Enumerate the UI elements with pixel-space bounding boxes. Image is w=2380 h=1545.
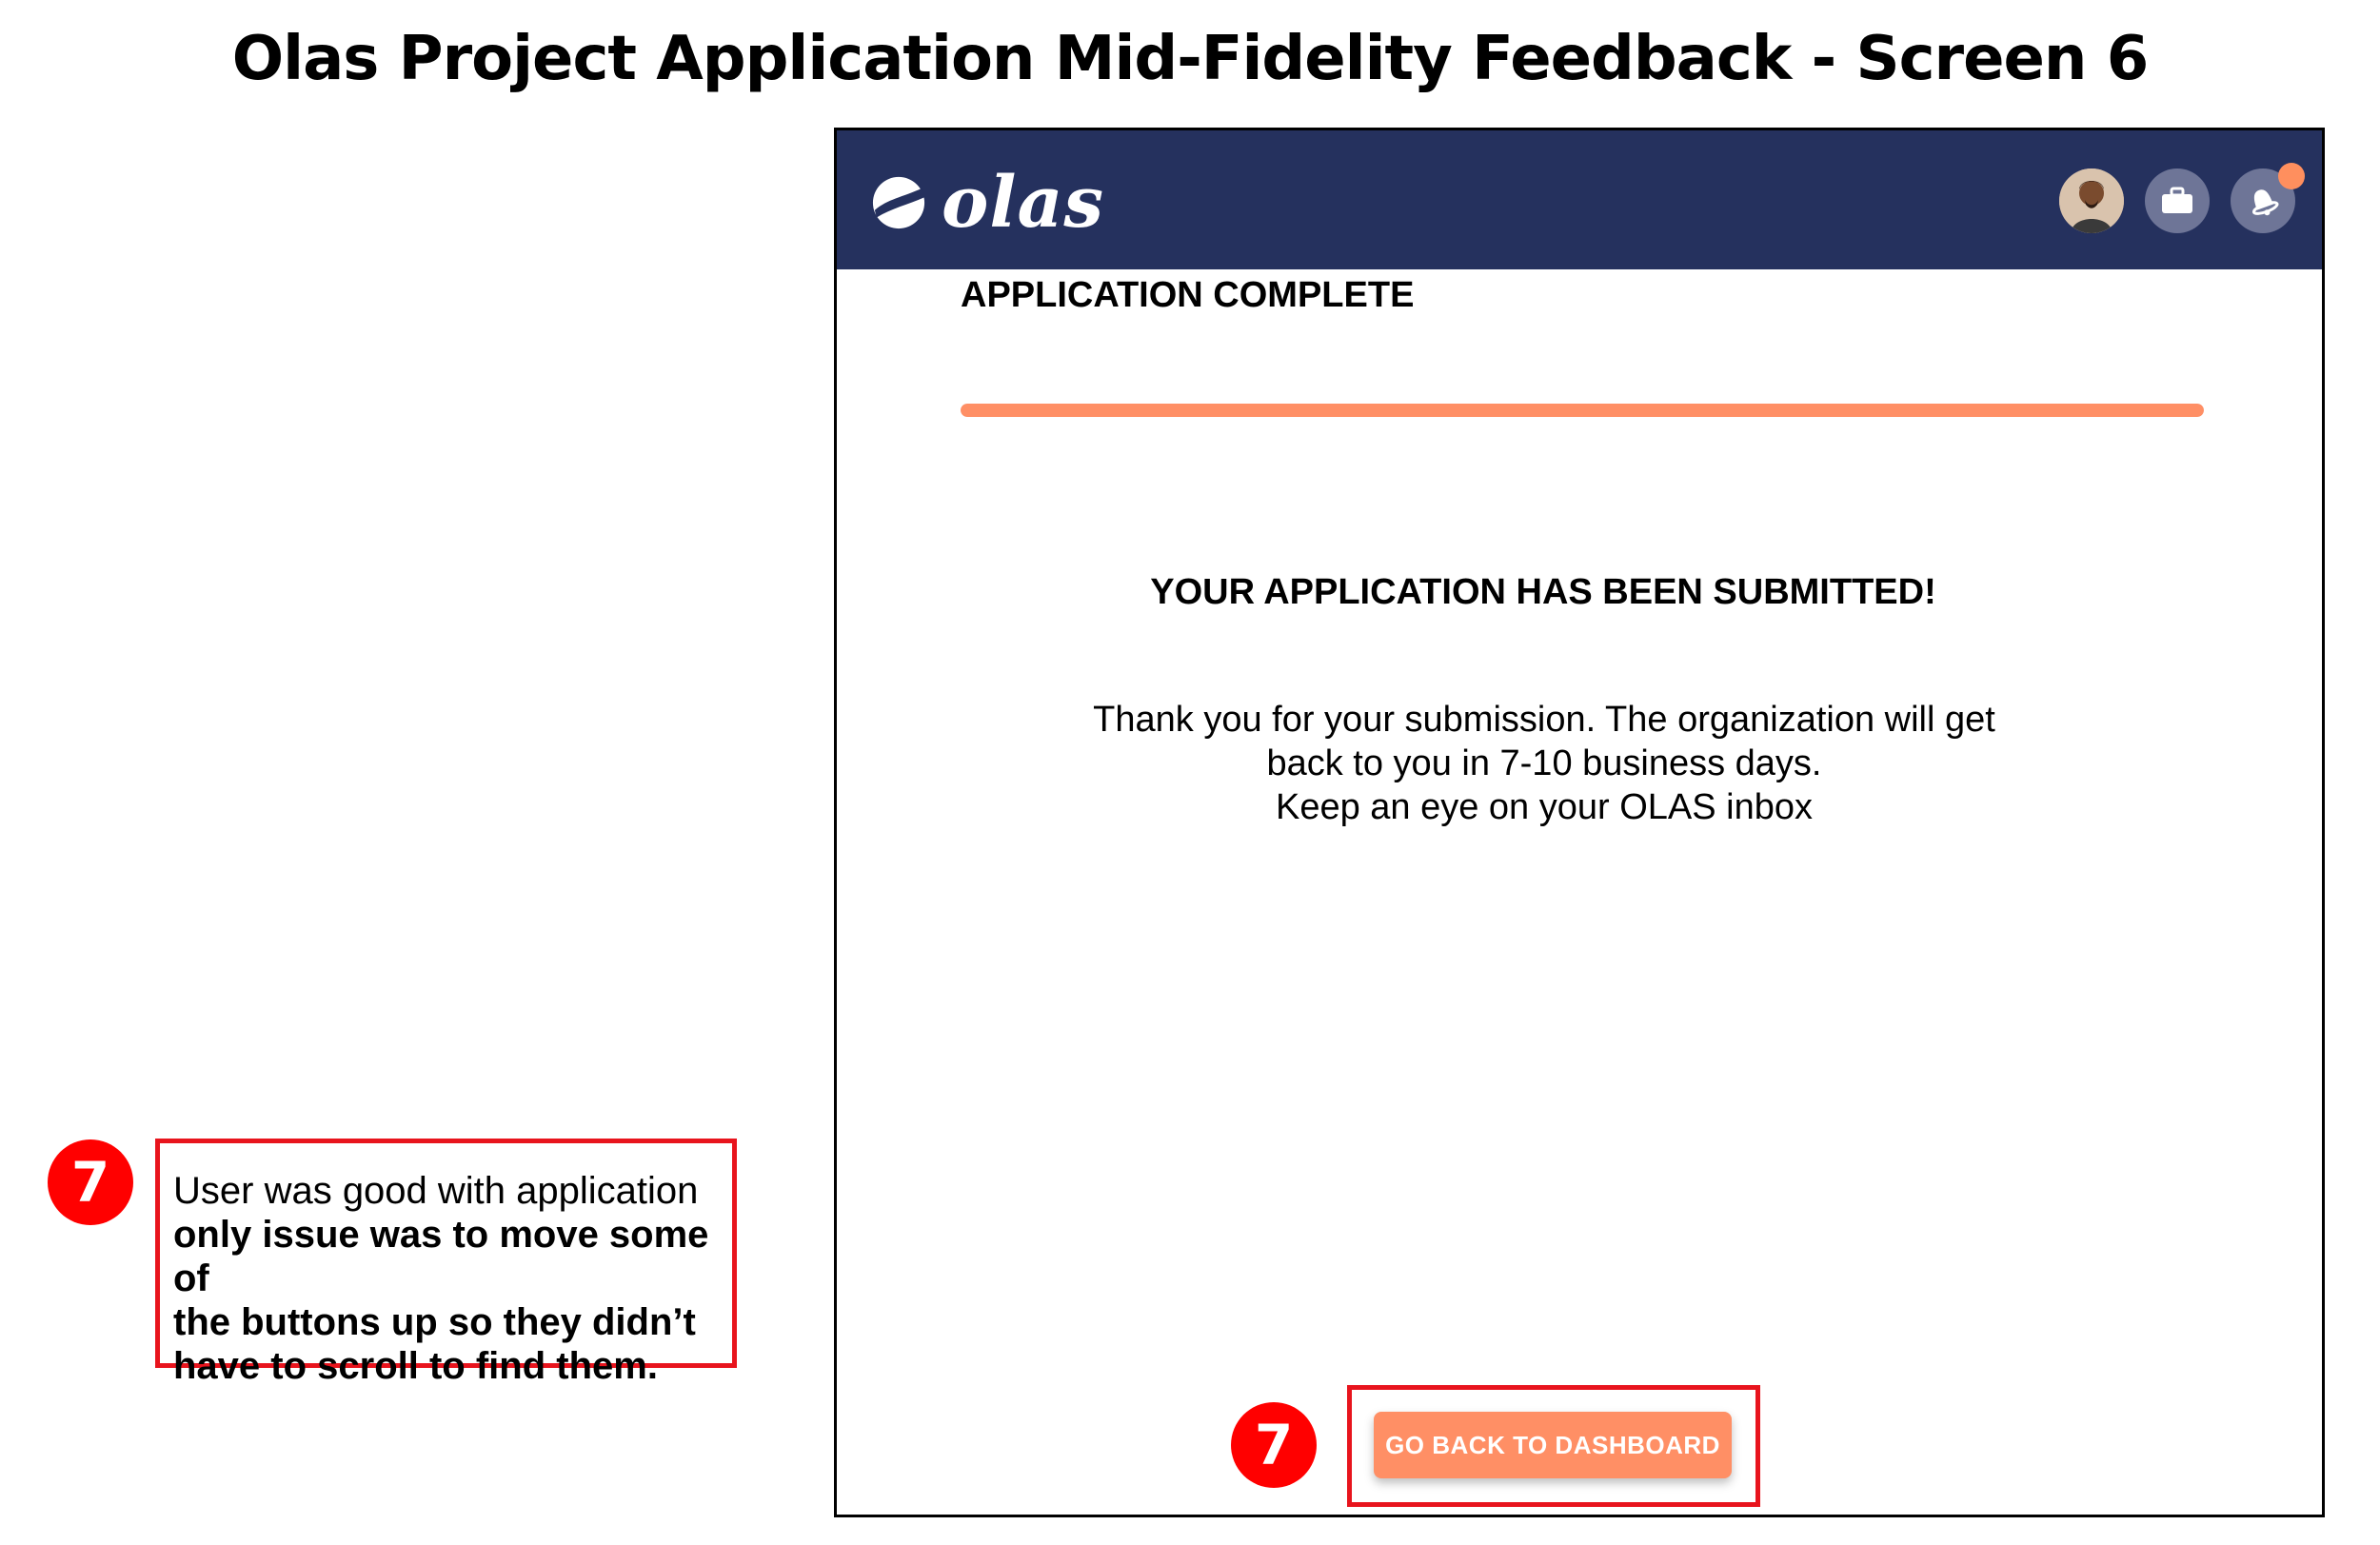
note-line-regular: User was good with application [173,1170,699,1212]
confirmation-message [837,698,2251,829]
note-line-bold-1: only issue was to move some of [173,1214,709,1299]
notification-dot [2278,163,2305,189]
avatar[interactable] [2059,168,2124,233]
app-header [837,130,2322,269]
wave-logo-icon [871,175,926,230]
note-line-bold-2: the buttons up so they didn’t [173,1301,696,1343]
avatar-photo [2059,168,2124,233]
progress-bar [961,404,2204,417]
annotation-note-text [173,1169,744,1388]
app-screen-frame [834,128,2325,1517]
annotation-badge-note: 7 [48,1139,133,1225]
progress-bar-fill [961,404,2204,417]
section-title: APPLICATION COMPLETE [961,275,1415,315]
olas-logo[interactable] [871,162,1105,244]
logo-wordmark: olas [942,162,1105,244]
briefcase-icon [2161,187,2193,215]
annotation-badge-button: 7 [1231,1402,1317,1488]
briefcase-button[interactable] [2145,168,2210,233]
confirmation-heading: YOUR APPLICATION HAS BEEN SUBMITTED! [1150,572,1936,612]
confirmation-line-1: Thank you for your submission. The organization will get [1093,700,1995,740]
note-line-bold-3: have to scroll to find them. [173,1345,658,1387]
page-title: Olas Project Application Mid-Fidelity Feedback - Screen 6 [231,24,2149,94]
bell-icon [2245,183,2281,219]
confirmation-line-2: back to you in 7-10 business days. [1266,743,1822,783]
confirmation-line-3: Keep an eye on your OLAS inbox [1275,787,1814,827]
go-back-to-dashboard-button[interactable]: GO BACK TO DASHBOARD [1374,1412,1732,1478]
